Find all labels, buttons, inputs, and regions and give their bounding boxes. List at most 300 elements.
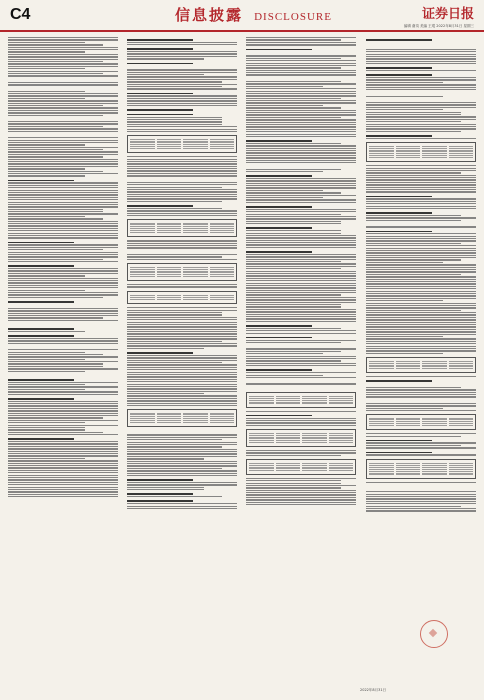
text-line [366,236,476,237]
table-cell [183,420,208,421]
text-line [8,147,118,148]
text-line [8,482,118,483]
text-line [8,465,118,466]
text-line [246,492,356,493]
table-cell [396,155,421,156]
table-row [369,473,473,474]
table-cell [157,148,182,149]
text-line [8,223,118,224]
table-cell [276,442,301,443]
table-cell [276,433,301,434]
text-line [8,168,85,169]
table-cell [210,148,235,149]
table-cell [130,269,155,270]
text-line [246,271,356,272]
text-line [127,72,237,73]
section-heading-line [246,325,312,327]
table-row [249,465,353,466]
text-line [246,480,341,481]
text-line [8,489,118,490]
text-line [246,136,356,137]
section-heading-line [8,398,74,400]
text-line [8,84,118,85]
paragraph-gap [366,487,476,490]
text-line [8,343,118,344]
text-line [246,110,356,111]
table-row [369,148,473,149]
table-cell [276,400,301,401]
text-line [246,328,341,329]
text-line [8,211,103,212]
paragraph-gap [366,222,476,225]
table-row [130,232,234,233]
table-cell [369,473,394,474]
table-cell [183,271,208,272]
text-line [127,191,237,192]
paragraph-gap [8,373,118,376]
text-line [8,204,118,205]
text-line [246,351,341,352]
text-line [246,157,356,158]
table-row [249,470,353,471]
text-line [366,131,461,132]
text-line [246,490,356,491]
text-line [127,489,204,490]
text-line [366,208,476,209]
text-line [8,225,118,226]
text-line [8,451,118,452]
section-heading-line [366,67,432,69]
text-line [246,211,356,212]
text-line [8,429,85,430]
text-line [8,287,118,288]
text-line [8,446,118,447]
table-row [130,295,234,296]
text-line [246,171,323,172]
text-line [366,220,461,221]
text-line [366,112,461,113]
text-line [8,140,118,141]
text-line [366,109,443,110]
text-line [246,487,341,488]
text-line [246,425,356,426]
text-line [8,185,118,186]
text-line [366,170,476,171]
text-line [366,203,476,204]
table-cell [210,274,235,275]
data-table [127,409,237,427]
text-line [366,317,476,318]
text-line [246,91,356,92]
table-cell [369,363,394,364]
text-line [366,250,476,251]
text-line [366,508,476,509]
text-line [127,166,237,167]
table-cell [422,146,447,147]
section-heading-line [8,242,74,244]
table-cell [329,402,354,403]
text-line [246,199,356,200]
text-line [246,383,356,384]
paragraph-gap [127,430,237,433]
paragraph-gap [246,344,356,347]
text-line [127,131,237,132]
table-cell [329,442,354,443]
text-line [366,338,476,339]
text-line [366,49,476,50]
text-line [8,128,118,129]
table-cell [396,365,421,366]
paragraph-gap [246,51,356,54]
text-line [127,189,237,190]
text-line [127,384,237,385]
text-line [246,247,356,248]
table-cell [422,473,447,474]
text-line [8,479,118,480]
text-line [366,262,443,263]
text-line [8,278,118,279]
text-line [127,319,237,320]
table-cell [396,157,421,158]
table-cell [249,433,274,434]
section-heading-line [8,335,74,337]
table-cell [449,473,474,474]
text-line [8,391,118,392]
text-line [127,434,237,435]
text-line [246,44,356,45]
table-cell [422,155,447,156]
text-line [127,449,237,450]
text-line [366,126,476,127]
data-table [366,357,476,373]
table-cell [302,400,327,401]
text-line [8,216,85,217]
table-cell [249,467,274,468]
text-line [8,282,118,283]
text-line [366,61,476,62]
table-cell [210,420,235,421]
table-cell [276,396,301,397]
text-line [8,187,118,188]
page-number: C4 [10,6,31,23]
text-line [246,74,356,75]
text-line [366,121,461,122]
text-line [8,244,118,245]
text-line [366,350,476,351]
text-line [366,274,461,275]
text-line [8,349,118,350]
text-line [127,196,237,197]
text-line [8,93,118,94]
table-cell [183,230,208,231]
table-cell [449,471,474,472]
text-line [8,156,103,157]
table-cell [449,368,474,369]
text-line [8,366,103,367]
text-line [8,182,118,183]
table-cell [183,422,208,423]
text-line [8,51,85,52]
text-line [246,169,341,170]
text-line [8,443,118,444]
table-cell [302,435,327,436]
text-line [8,384,85,385]
text-line [246,178,356,179]
paragraph-gap [366,383,476,386]
paragraph-gap [8,78,118,81]
text-line [246,197,323,198]
text-line [8,453,118,454]
table-cell [422,368,447,369]
text-line [366,189,476,190]
text-line [127,129,237,130]
text-line [127,163,237,164]
text-line [8,103,118,104]
text-line [127,215,237,216]
text-line [8,112,118,113]
text-line [127,388,237,389]
table-cell [396,469,421,470]
text-line [8,460,118,461]
table-cell [449,365,474,366]
table-cell [276,463,301,464]
text-line [127,482,237,483]
table-cell [422,153,447,154]
text-line [8,49,118,50]
text-line [366,255,476,256]
text-line [127,210,237,211]
text-line [127,405,237,406]
text-line [8,417,103,418]
table-cell [130,139,155,140]
text-line [246,160,356,161]
table-cell [157,276,182,277]
text-line [8,175,85,176]
table-cell [130,422,155,423]
table-row [369,425,473,426]
text-line [8,91,85,92]
section-heading-line [366,135,432,137]
table-cell [249,437,274,438]
table-row [249,442,353,443]
section-heading-line [127,114,193,116]
paragraph-gap [8,133,118,136]
text-line [366,257,476,258]
text-line [127,403,237,404]
text-line [8,308,118,309]
table-cell [449,157,474,158]
text-line [246,348,356,349]
table-cell [157,413,182,414]
text-line [127,74,204,75]
paragraph-gap [246,164,356,167]
text-line [366,248,476,249]
text-line [127,84,237,85]
table-cell [422,148,447,149]
table-cell [369,361,394,362]
text-line [246,185,356,186]
text-line [246,183,356,184]
table-cell [369,418,394,419]
text-line [8,149,103,150]
table-cell [422,463,447,464]
table-row [369,423,473,424]
text-line [366,501,476,502]
table-cell [130,276,155,277]
text-line [127,345,237,346]
table-row [130,148,234,149]
section-heading-line [127,493,193,495]
table-cell [369,463,394,464]
text-line [246,63,356,64]
text-line [246,266,356,267]
text-line [366,119,476,120]
text-line [246,365,356,366]
text-line [8,59,118,60]
text-line [366,454,476,455]
table-cell [396,463,421,464]
table-cell [329,463,354,464]
text-line [8,292,118,293]
text-line [127,395,237,396]
table-cell [249,440,274,441]
text-line [366,238,476,239]
text-line [127,103,237,104]
text-line [127,508,237,509]
table-cell [329,440,354,441]
table-cell [396,363,421,364]
text-line [8,394,118,395]
text-line [8,441,118,442]
text-line [8,494,118,495]
text-line [366,334,476,335]
section-heading-line [127,48,193,50]
text-line [8,432,103,433]
text-line [366,240,476,241]
table-cell [302,398,327,399]
text-line [8,121,118,122]
table-row [249,400,353,401]
table-cell [302,470,327,471]
table-row [249,396,353,397]
text-line [366,403,476,404]
table-cell [422,157,447,158]
text-line [8,173,118,174]
table-cell [130,226,155,227]
text-line [246,330,356,331]
table-row [130,146,234,147]
text-line [127,451,237,452]
text-line [246,377,356,378]
table-cell [183,418,208,419]
table-cell [449,467,474,468]
text-line [8,199,118,200]
text-line [8,54,118,55]
text-line [366,269,476,270]
text-line [366,217,476,218]
section-heading-line [127,109,193,111]
table-row [130,274,234,275]
text-line [366,436,461,437]
table-cell [210,223,235,224]
text-line [366,286,476,287]
text-line [366,128,476,129]
text-line [127,286,237,287]
text-line [366,322,476,323]
text-line [246,504,356,505]
table-row [369,363,473,364]
text-line [366,243,461,244]
text-line [246,502,356,503]
text-line [246,292,356,293]
text-line [127,198,237,199]
text-line [8,235,118,236]
text-line [246,37,356,38]
text-line [246,333,356,334]
table-row [130,271,234,272]
text-line [246,483,341,484]
text-line [8,359,85,360]
text-line [246,218,356,219]
table-cell [369,425,394,426]
text-line [366,124,476,125]
table-cell [157,295,182,296]
table-cell [130,274,155,275]
text-line [366,96,443,97]
table-cell [422,421,447,422]
text-line [8,123,118,124]
text-line [8,458,85,459]
table-cell [396,148,421,149]
text-line [127,243,237,244]
text-line [127,355,237,356]
page-header [0,0,484,32]
text-line [127,98,237,99]
text-line [366,63,476,64]
text-line [246,209,356,210]
text-line [246,273,356,274]
table-cell [210,267,235,268]
text-line [366,408,443,409]
editor-date-line: 编辑 谢岚 美编 王琨 2022年8月31日 星期三 [403,24,474,28]
data-table [366,459,476,479]
table-cell [130,416,155,417]
table-cell [369,471,394,472]
text-line [246,278,356,279]
text-line [127,386,237,387]
table-cell [183,146,208,147]
text-line [246,309,356,310]
text-line [127,254,237,255]
table-cell [210,299,235,300]
table-cell [183,274,208,275]
text-line [127,175,237,176]
text-line [127,376,237,377]
text-line [8,448,118,449]
section-heading-line [246,369,312,371]
text-line [127,310,237,311]
text-line [127,503,237,504]
table-cell [302,437,327,438]
table-cell [302,402,327,403]
text-line [8,105,103,106]
table-cell [449,465,474,466]
text-line [246,155,356,156]
table-row [130,141,234,142]
section-heading-line [246,251,312,253]
text-line [8,290,85,291]
text-line [127,341,222,342]
